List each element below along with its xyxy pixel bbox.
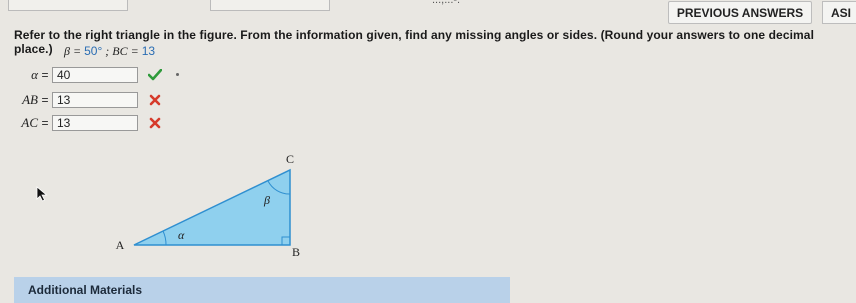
triangle-shape <box>134 170 290 245</box>
answer-variable: AB <box>22 92 38 107</box>
alpha-input[interactable]: 40 <box>52 67 138 83</box>
check-icon <box>148 68 162 82</box>
equals-sign: = <box>41 68 49 82</box>
equals-sign: = <box>41 116 49 130</box>
mouse-cursor-icon <box>36 186 48 202</box>
toolbar-tab-fragment[interactable] <box>8 0 128 11</box>
toolbar-tab-fragment[interactable] <box>210 0 330 11</box>
cross-icon <box>148 116 162 130</box>
top-toolbar <box>0 0 856 28</box>
given-values: β = 50° ; BC = 13 <box>64 44 156 58</box>
ask-button[interactable]: ASI <box>822 1 856 24</box>
decorative-dot <box>176 73 179 76</box>
bc-label: BC <box>112 44 128 58</box>
vertex-c-label: C <box>285 152 295 166</box>
answer-row-ac <box>16 114 162 132</box>
ab-input[interactable]: 13 <box>52 92 138 108</box>
previous-answers-button[interactable]: PREVIOUS ANSWERS <box>668 1 812 24</box>
additional-materials-bar[interactable] <box>14 277 510 303</box>
additional-materials-label: Additional Materials <box>28 283 143 297</box>
ac-input[interactable]: 13 <box>52 115 138 131</box>
vertex-b-label: B <box>291 245 301 259</box>
cross-icon <box>148 93 162 107</box>
answer-row-alpha <box>16 66 162 84</box>
vertex-a-label: A <box>115 238 125 252</box>
answer-variable: α <box>31 67 38 82</box>
beta-symbol: β <box>64 44 70 58</box>
right-triangle-figure <box>108 148 318 263</box>
toolbar-title-fragment: ...,...-. <box>432 0 461 6</box>
bc-value: 13 <box>141 44 156 58</box>
answer-row-ab <box>16 91 162 109</box>
alpha-angle-label: α <box>178 228 185 242</box>
equals-sign: = <box>41 93 49 107</box>
beta-angle-label: β <box>264 193 270 207</box>
answer-variable: AC <box>21 115 38 130</box>
question-text: Refer to the right triangle in the figure. From the information given, find any missing angles or sides. (Round your answers to one decimal place.) <box>14 28 815 56</box>
beta-value: 50° <box>84 44 103 58</box>
